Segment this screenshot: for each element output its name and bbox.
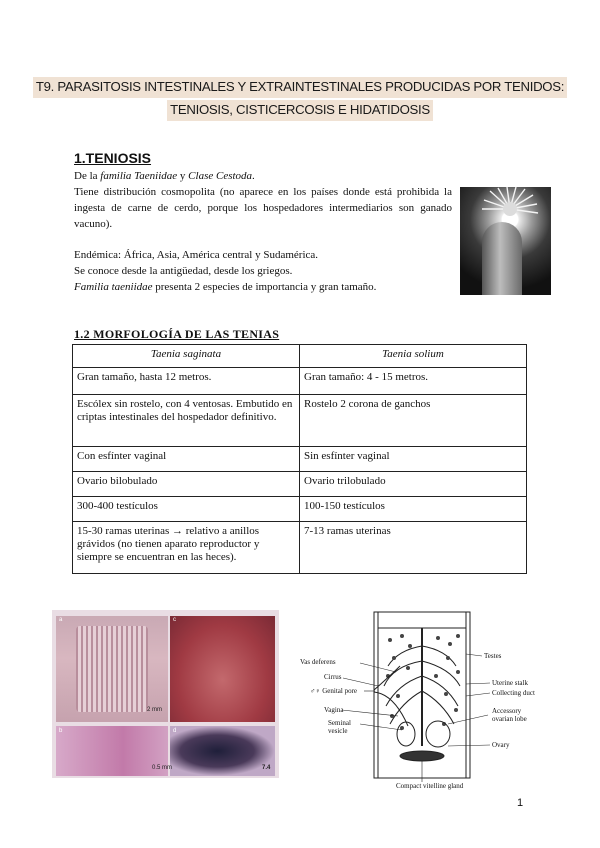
plate-number: 7.4 — [262, 765, 271, 771]
label-testes: Testes — [484, 652, 502, 660]
label-cirrus: Cirrus — [324, 673, 342, 681]
table-cell: Ovario trilobulado — [300, 472, 527, 497]
scale-bar-05mm: 0.5 mm — [152, 765, 173, 771]
title-text-1: T9. PARASITOSIS INTESTINALES Y EXTRAINTESTINALES PRODUCIDAS POR TENIDOS: — [33, 77, 567, 98]
table-cell: Escólex sin rostelo, con 4 ventosas. Embutido en criptas intestinales del hospedador definitivo. — [73, 395, 300, 447]
label-vas-deferens: Vas deferens — [300, 658, 336, 666]
page-number: 1 — [517, 797, 524, 809]
panel-c-image — [170, 616, 275, 722]
label-seminal-2: vesicle — [328, 727, 348, 735]
label-vagina: Vagina — [324, 706, 344, 714]
table-row — [73, 368, 527, 395]
table-row — [73, 395, 527, 447]
morphology-table — [72, 344, 527, 574]
label-vitelline: Compact vitelline gland — [396, 782, 464, 790]
panel-d-image — [170, 726, 275, 776]
panel-label-a: a — [59, 617, 63, 623]
proglottid-photo-plate — [52, 610, 279, 778]
panel-label-d: d — [173, 728, 177, 734]
scolex-photo — [460, 187, 551, 295]
paragraph-antiquity: Se conoce desde la antigüedad, desde los griegos. — [74, 265, 293, 277]
table-cell: Ovario bilobulado — [73, 472, 300, 497]
table-row — [73, 472, 527, 497]
table-row — [73, 497, 527, 522]
label-genital-pore: ♂♀ Genital pore — [310, 687, 358, 695]
paragraph-family: De la familia Taeniidae y Clase Cestoda. — [74, 170, 255, 182]
vagina-duct — [374, 692, 408, 726]
title-line-1 — [0, 78, 600, 96]
table-header-row — [73, 345, 527, 368]
panel-label-b: b — [59, 728, 63, 734]
label-collecting-duct: Collecting duct — [492, 689, 535, 697]
table-cell: Gran tamaño, hasta 12 metros. — [73, 368, 300, 395]
table-row — [73, 522, 527, 574]
section-heading-teniosis: 1.TENIOSIS — [74, 150, 152, 166]
table-cell: 100-150 testículos — [300, 497, 527, 522]
proglottid-diagram — [298, 606, 560, 791]
title-text-2: TENIOSIS, CISTICERCOSIS E HIDATIDOSIS — [167, 100, 433, 121]
table-header-solium: Taenia solium — [300, 345, 527, 368]
ovary-lobe-left — [397, 722, 415, 746]
ovary-lobe-right — [426, 721, 450, 747]
leader-lines — [342, 654, 490, 782]
paragraph-endemic: Endémica: África, Asia, América central y Sudamérica. — [74, 249, 319, 261]
table-header-saginata: Taenia saginata — [73, 345, 300, 368]
title-line-2 — [0, 101, 600, 119]
label-ovary: Ovary — [492, 741, 510, 749]
scale-bar-2mm: 2 mm — [147, 707, 162, 713]
table-cell: Con esfínter vaginal — [73, 447, 300, 472]
scolex-body — [482, 222, 522, 295]
label-accessory-2: ovarian lobe — [492, 715, 527, 723]
table-cell: 7-13 ramas uterinas — [300, 522, 527, 574]
paragraph-species: Familia taeniidae presenta 2 especies de importancia y gran tamaño. — [74, 281, 377, 293]
table-cell: Sin esfínter vaginal — [300, 447, 527, 472]
vitelline-gland — [400, 751, 444, 761]
table-cell: Rostelo 2 corona de ganchos — [300, 395, 527, 447]
hooks-graphic — [480, 187, 540, 227]
panel-label-c: c — [173, 617, 176, 623]
label-uterine-stalk: Uterine stalk — [492, 679, 528, 687]
table-cell: Gran tamaño: 4 - 15 metros. — [300, 368, 527, 395]
table-cell: 300-400 testículos — [73, 497, 300, 522]
table-row — [73, 447, 527, 472]
label-accessory-1: Accessory — [492, 707, 522, 715]
paragraph-distribution: Tiene distribución cosmopolita (no aparece en los países donde está prohibida la ingesta de carne de cerdo, porque los hospedadores intermediarios son ganado vacuno). — [74, 186, 452, 230]
label-seminal-1: Seminal — [328, 719, 351, 727]
section-heading-morphology: 1.2 MORFOLOGÍA DE LAS TENIAS — [74, 327, 280, 341]
table-cell: 15-30 ramas uterinas → relativo a anillos grávidos (no tienen aparato reproductor y siempre se encuentran en las heces). — [73, 522, 300, 574]
